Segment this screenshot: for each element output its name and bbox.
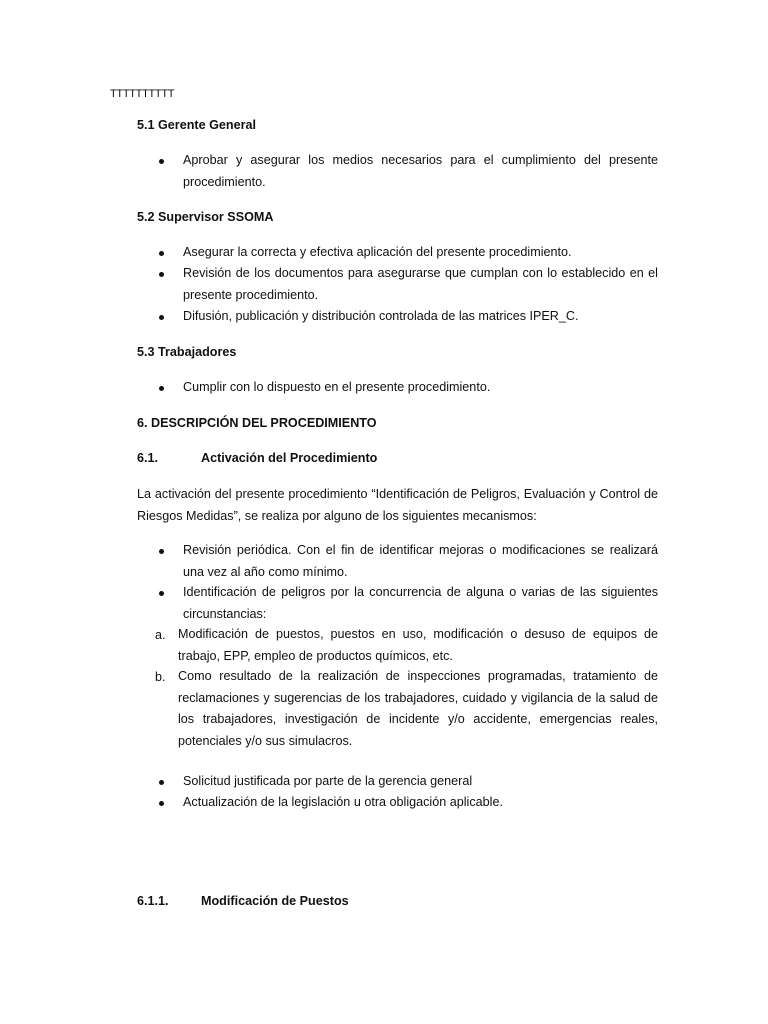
bullet-icon <box>159 780 164 785</box>
bullet-icon <box>159 251 164 256</box>
s51-item-1: Aprobar y asegurar los medios necesarios para el cumplimiento del presente procedimiento. <box>183 153 658 189</box>
s61-sub-item-a: Modificación de puestos, puestos en uso, modificación o desuso de equipos de trabajo, EPP, empleo de productos químicos, etc. <box>178 627 658 663</box>
s61-sub-item-b: Como resultado de la realización de inspecciones programadas, tratamiento de reclamaciones y sugerencias de los trabajadores, cuidado y vigilancia de la salud de los trabajadores, investigación de incidente y/o accidente, emergencias reales, potenciales y/o sus simulacros. <box>178 669 658 748</box>
s61-item-2: Identificación de peligros por la concurrencia de alguna o varias de las siguientes circunstancias: <box>183 585 658 621</box>
s53-item-1: Cumplir con lo dispuesto en el presente procedimiento. <box>183 380 491 394</box>
s61-item-4: Actualización de la legislación u otra obligación aplicable. <box>183 795 503 809</box>
bullet-icon <box>159 549 164 554</box>
s61-intro: La activación del presente procedimiento “Identificación de Peligros, Evaluación y Control de Riesgos Medidas”, se realiza por alguno de los siguientes mecanismos: <box>137 487 658 523</box>
sub-item-letter: b. <box>155 670 166 684</box>
section-5-1-title: 5.1 Gerente General <box>137 118 257 132</box>
s61-item-3: Solicitud justificada por parte de la gerencia general <box>183 774 473 788</box>
s52-item-3: Difusión, publicación y distribución controlada de las matrices IPER_C. <box>183 309 579 323</box>
section-6-1-1-number: 6.1.1. <box>137 894 169 908</box>
stray-text: TTTTTTTTTT <box>110 88 175 100</box>
s52-item-2: Revisión de los documentos para asegurarse que cumplan con lo establecido en el presente procedimiento. <box>183 266 658 302</box>
bullet-icon <box>159 801 164 806</box>
section-6-1-1-title: Modificación de Puestos <box>201 894 349 908</box>
s61-item-1: Revisión periódica. Con el fin de identificar mejoras o modificaciones se realizará una vez al año como mínimo. <box>183 543 658 579</box>
section-6-title: 6. DESCRIPCIÓN DEL PROCEDIMIENTO <box>137 416 377 430</box>
section-5-2-title: 5.2 Supervisor SSOMA <box>137 210 274 224</box>
bullet-icon <box>159 591 164 596</box>
bullet-icon <box>159 159 164 164</box>
s52-item-1: Asegurar la correcta y efectiva aplicación del presente procedimiento. <box>183 245 572 259</box>
section-6-1-number: 6.1. <box>137 451 159 465</box>
bullet-icon <box>159 272 164 277</box>
bullet-icon <box>159 386 164 391</box>
section-6-1-title: Activación del Procedimiento <box>201 451 378 465</box>
sub-item-letter: a. <box>155 628 166 642</box>
section-5-3-title: 5.3 Trabajadores <box>137 345 237 359</box>
bullet-icon <box>159 315 164 320</box>
